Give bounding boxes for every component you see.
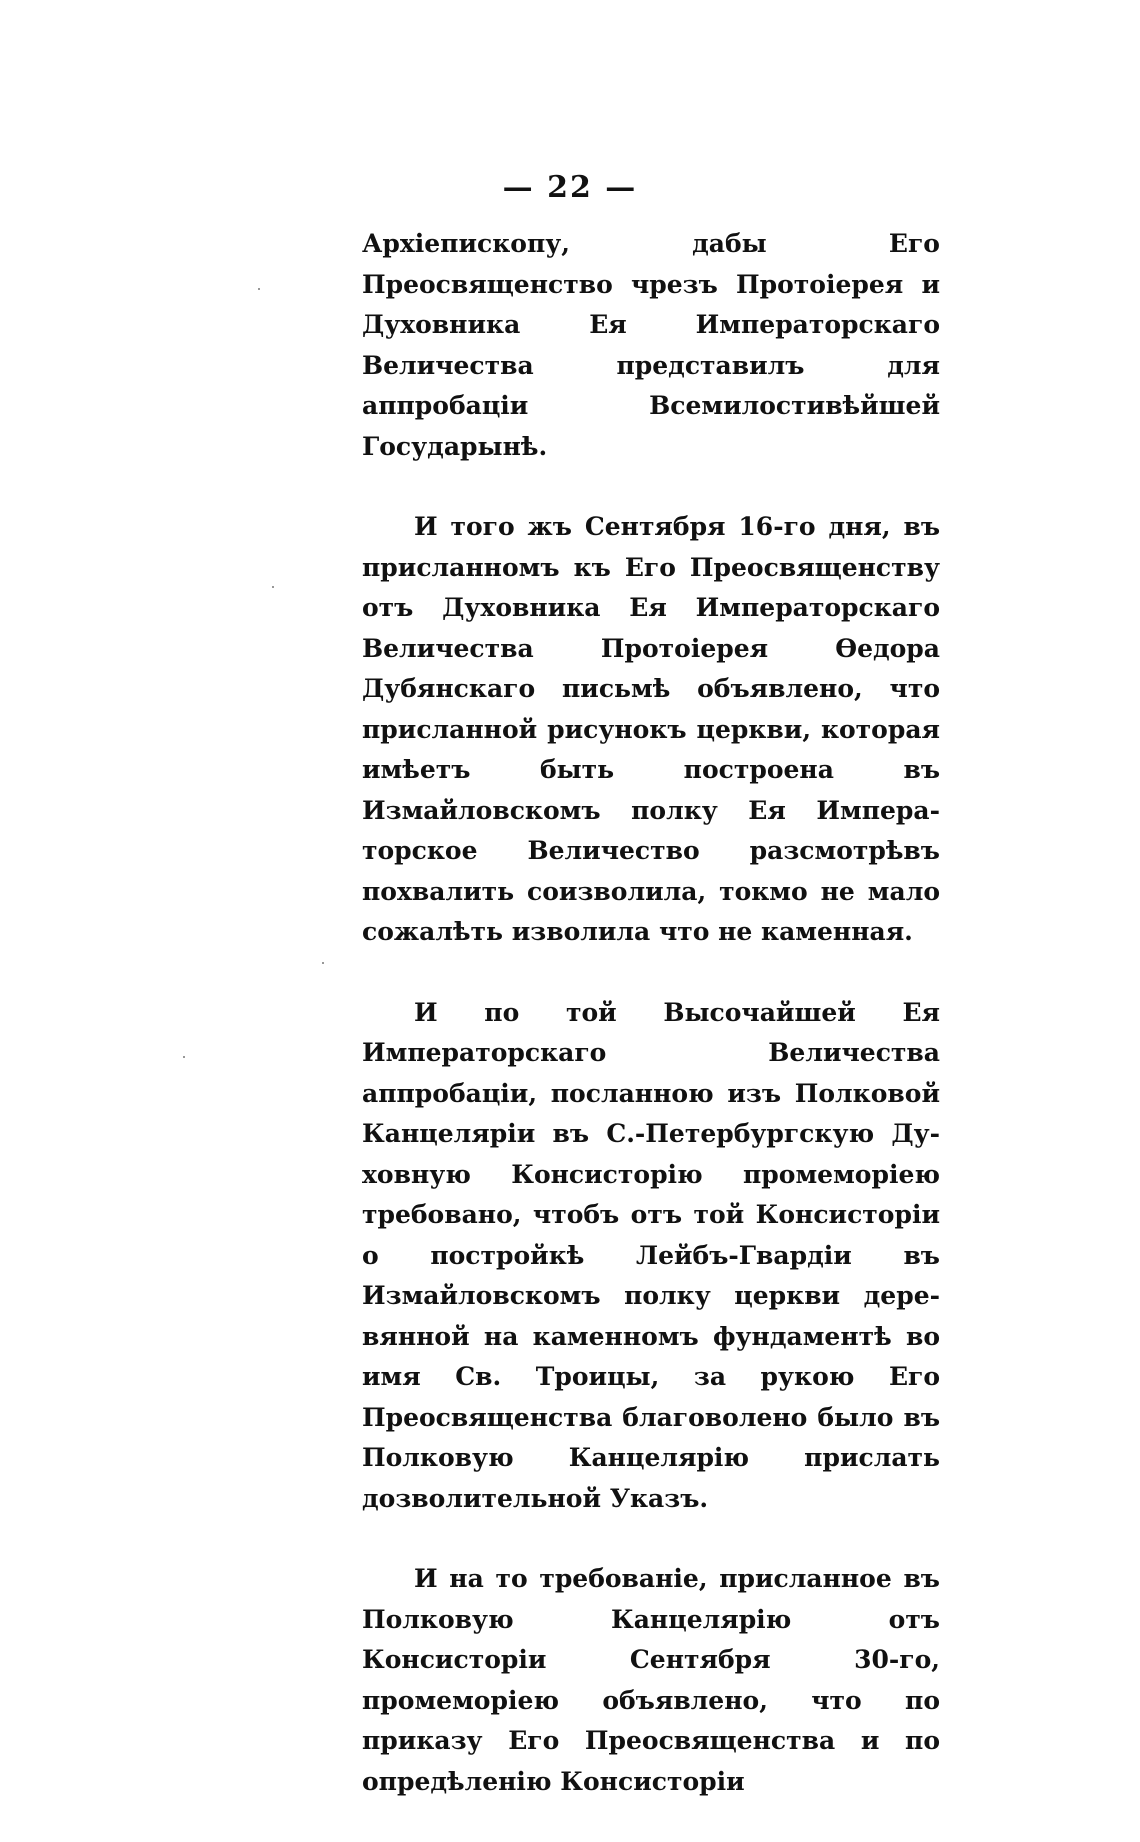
scan-speck [258, 288, 260, 290]
body-text [362, 224, 940, 1842]
paragraph-1: Архіепископу, дабы Его Преосвященство чрезъ Протоіерея и Духовника Ея Императорскаго Величества представилъ для аппробаціи Всемилостивѣйшей Государынѣ. [362, 229, 940, 461]
scan-speck [183, 1056, 185, 1058]
paragraph-2: И того жъ Сентября 16-го дня, въ присланномъ къ Его Преосвященству отъ Духовника Ея Императорскаго Величества Протоіерея Ѳедора Дубянскаго письмѣ объявлено, что присланной рисунокъ церкви, которая имѣетъ быть построена въ Измайловскомъ полку Ея Императорское Величество разсмотрѣвъ похвалить соизволила, токмо не мало сожалѣть изволила что не каменная. [362, 512, 940, 946]
scan-speck [272, 586, 274, 588]
paragraph-4: И на то требованіе, присланное въ Полковую Канцелярію отъ Консисторіи Сентября 30-го, промеморіею объявлено, что по приказу Его Преосвященства и по опредѣленію Консисторіи [362, 1564, 940, 1796]
scan-speck [322, 962, 324, 964]
page-number: — 22 — [502, 170, 638, 205]
paragraph-3: И по той Высочайшей Ея Императорскаго Величества аппробаціи, посланною изъ Полковой Канцеляріи въ С.-Петербургскую Духовную Консисторію промеморіею требовано, чтобъ отъ той Консисторіи о постройкѣ Лейбъ-Гвардіи въ Измайловскомъ полку церкви деревянной на каменномъ фундаментѣ во имя Св. Троицы, за рукою Его Преосвященства благоволено было въ Полковую Канцелярію прислать дозволительной Указъ. [362, 997, 940, 1513]
